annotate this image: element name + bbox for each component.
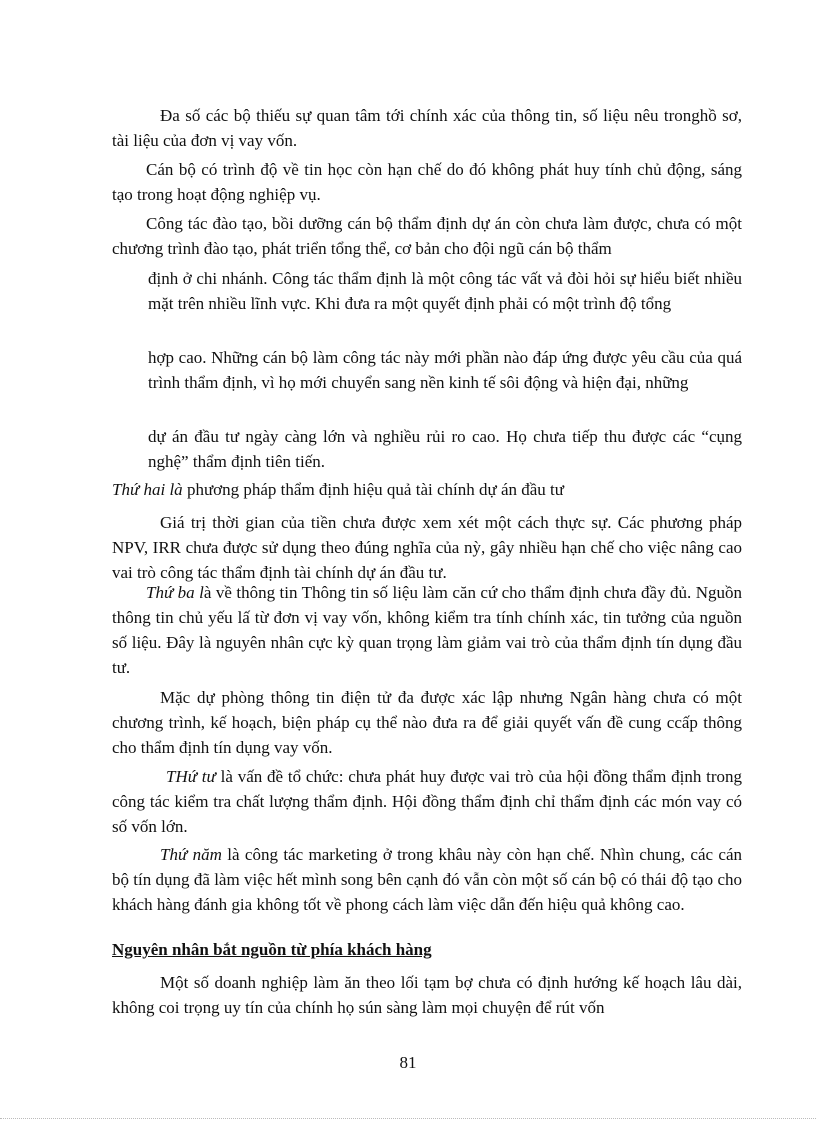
section-heading: Nguyên nhân bắt nguồn từ phía khách hàng: [112, 940, 432, 959]
paragraph-fifth-reason: [112, 842, 742, 917]
paragraph-time-value: Giá trị thời gian của tiền chưa được xem xét một cách thực sự. Các phương pháp NPV, IRR chưa được sử dụng theo đúng nghĩa của nỳ, gây nhiều hạn chế cho việc nâng cao vai trò công tác thẩm định tài chính dự án đầu tư.: [112, 513, 742, 582]
second-reason-lead: Thứ hai là: [112, 480, 183, 499]
paragraph-third-reason: [112, 580, 742, 680]
paragraph-projects: dự án đầu tư ngày càng lớn và nghiều rủi ro cao. Họ chưa tiếp thu được các “cụng nghệ” thẩm định tiên tiến.: [148, 427, 742, 471]
fifth-reason-lead: Thứ năm: [160, 845, 222, 864]
paragraph-customer-causes: Một số doanh nghiệp làm ăn theo lối tạm bợ chưa có định hướng kế hoạch lâu dài, không coi trọng uy tín của chính họ sún sàng làm mọi chuyện để rút vốn: [112, 973, 742, 1017]
paragraph-appraisal-work: định ở chi nhánh. Công tác thẩm định là một công tác vất vả đòi hỏi sự hiểu biết nhiều mặt trên nhiều lĩnh vực. Khi đưa ra một quyết định phải có một trình độ tổng: [148, 269, 742, 313]
paragraph-training: Công tác đào tạo, bồi dưỡng cán bộ thẩm định dự án còn chưa làm được, chưa có một chương trình đào tạo, phát triển tổng thể, cơ bản cho đội ngũ cán bộ thẩm: [112, 214, 742, 258]
paragraph-staff-it-skills: Cán bộ có trình độ về tin học còn hạn chế do đó không phát huy tính chủ động, sáng tạo trong hoạt động nghiệp vụ.: [112, 160, 742, 204]
fourth-reason-text: là vấn đề tổ chức: chưa phát huy được vai trò của hội đồng thẩm định trong công tác kiểm tra chất lượng thẩm định. Hội đồng thẩm định chỉ thẩm định các món vay có số vốn lớn.: [112, 767, 743, 836]
page-bottom-border: [0, 1118, 816, 1119]
paragraph-information-room: Mặc dự phòng thông tin điện tử đa được xác lập nhưng Ngân hàng chưa có một chương trình, kế hoạch, biện pháp cụ thể nào đưa ra để giải quyết vấn đề cung ccấp thông cho thẩm định tín dụng vay vốn.: [112, 688, 742, 757]
second-reason-text: phương pháp thẩm định hiệu quả tài chính dự án đầu tư: [182, 480, 564, 499]
page-number: 81: [399, 1053, 417, 1072]
paragraph-staff-capacity: hợp cao. Những cán bộ làm công tác này mới phần nào đáp ứng được yêu cầu của quá trình thẩm định, vì họ mới chuyển sang nền kinh tế sôi động và hiện đại, những: [148, 348, 742, 392]
paragraph-fourth-reason: [112, 764, 742, 839]
fourth-reason-lead: THứ tư: [166, 767, 216, 786]
paragraph-staff-accuracy: Đa số các bộ thiếu sự quan tâm tới chính xác của thông tin, số liệu nêu tronghồ sơ, tài liệu của đơn vị vay vốn.: [112, 106, 742, 150]
third-reason-text: à về thông tin Thông tin số liệu làm căn cứ cho thẩm định chưa đầy đủ. Nguồn thông tin chủ yếu lấ từ đơn vị vay vốn, không kiểm tra tính chính xác, tin tưởng của nguồn số liệu. Đây là nguyên nhân cực kỳ quan trọng làm giảm vai trò của thẩm định tín dụng đầu tư.: [112, 583, 743, 677]
fifth-reason-text: là công tác marketing ở trong khâu này còn hạn chế. Nhìn chung, các cán bộ tín dụng đã làm việc hết mình song bên cạnh đó vẫn còn một số cán bộ có thái độ tạo cho khách hàng đánh gia không tốt về phong cách làm việc dẫn đến hiệu quả không cao.: [112, 845, 742, 914]
third-reason-lead: Thứ ba l: [146, 583, 204, 602]
paragraph-second-reason: [112, 477, 742, 502]
